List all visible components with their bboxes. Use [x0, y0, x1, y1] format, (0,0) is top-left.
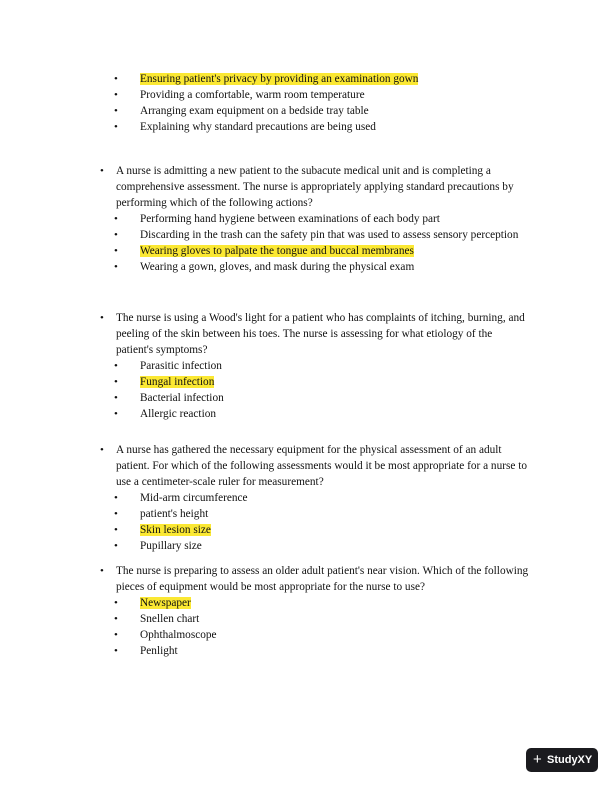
bullet-icon: •	[100, 444, 104, 456]
bullet-icon: •	[114, 261, 118, 273]
question-text: A nurse is admitting a new patient to the subacute medical unit and is completing a comprehensive assessment. The nurse is appropriately applying standard precautions by performing which of the following actions?	[116, 165, 514, 209]
option-list	[100, 71, 530, 135]
option-item	[100, 406, 530, 422]
bullet-icon: •	[114, 540, 118, 552]
option-text-correct: Fungal infection	[140, 376, 215, 388]
option-item	[100, 522, 530, 538]
option-item	[100, 643, 530, 659]
bullet-icon: •	[114, 508, 118, 520]
option-text: Arranging exam equipment on a bedside tray table	[140, 105, 369, 117]
option-item	[100, 227, 530, 243]
option-text: Pupillary size	[140, 540, 202, 552]
option-text: Snellen chart	[140, 613, 200, 625]
question-stem	[100, 563, 530, 595]
option-text: Ophthalmoscope	[140, 629, 217, 641]
question-text: The nurse is using a Wood's light for a patient who has complaints of itching, burning, and peeling of the skin between his toes. The nurse is assessing for what etiology of the patient's symptoms?	[116, 312, 525, 356]
option-item	[100, 259, 530, 275]
bullet-icon: •	[114, 376, 118, 388]
option-text: Wearing a gown, gloves, and mask during the physical exam	[140, 261, 415, 273]
bullet-icon: •	[114, 89, 118, 101]
option-item	[100, 506, 530, 522]
option-item	[100, 211, 530, 227]
option-item	[100, 390, 530, 406]
option-text: Mid-arm circumference	[140, 492, 248, 504]
bullet-icon: •	[114, 245, 118, 257]
question-block	[100, 442, 530, 554]
bullet-icon: •	[114, 613, 118, 625]
bullet-icon: •	[100, 312, 104, 324]
bullet-icon: •	[114, 408, 118, 420]
bullet-icon: •	[114, 392, 118, 404]
option-item	[100, 374, 530, 390]
option-text-correct: Newspaper	[140, 597, 191, 609]
bullet-icon: •	[114, 645, 118, 657]
option-item	[100, 627, 530, 643]
option-text: Allergic reaction	[140, 408, 217, 420]
studyxy-badge[interactable]	[526, 748, 598, 772]
option-item	[100, 103, 530, 119]
question-text: The nurse is preparing to assess an older adult patient's near vision. Which of the following pieces of equipment would be most appropriate for the nurse to use?	[116, 565, 529, 593]
option-item	[100, 358, 530, 374]
option-text: Discarding in the trash can the safety pin that was used to assess sensory perception	[140, 229, 519, 241]
option-item	[100, 71, 530, 87]
bullet-icon: •	[114, 524, 118, 536]
bullet-icon: •	[114, 229, 118, 241]
bullet-icon: •	[114, 360, 118, 372]
bullet-icon: •	[114, 73, 118, 85]
question-stem	[100, 163, 530, 211]
bullet-icon: •	[114, 105, 118, 117]
option-item	[100, 243, 530, 259]
option-text-correct: Ensuring patient's privacy by providing an examination gown	[140, 73, 419, 85]
question-block	[100, 310, 530, 422]
bullet-icon: •	[100, 165, 104, 177]
brand-name: StudyXY	[547, 754, 593, 766]
option-list	[100, 490, 530, 554]
option-list	[100, 358, 530, 422]
option-item	[100, 490, 530, 506]
option-item	[100, 595, 530, 611]
question-block	[100, 563, 530, 659]
bullet-icon: •	[114, 492, 118, 504]
question-stem	[100, 442, 530, 490]
plus-icon: +	[533, 751, 542, 768]
option-list	[100, 595, 530, 659]
option-item	[100, 611, 530, 627]
option-text-correct: Skin lesion size	[140, 524, 211, 536]
option-text-correct: Wearing gloves to palpate the tongue and buccal membranes	[140, 245, 414, 257]
option-item	[100, 119, 530, 135]
option-item	[100, 87, 530, 103]
bullet-icon: •	[114, 597, 118, 609]
bullet-icon: •	[114, 629, 118, 641]
option-text: Penlight	[140, 645, 178, 657]
option-text: Providing a comfortable, warm room temperature	[140, 89, 365, 101]
option-list	[100, 211, 530, 275]
question-block	[100, 163, 530, 275]
option-text: patient's height	[140, 508, 209, 520]
partial-question	[100, 71, 530, 135]
option-text: Parasitic infection	[140, 360, 222, 372]
option-text: Bacterial infection	[140, 392, 224, 404]
option-text: Explaining why standard precautions are being used	[140, 121, 376, 133]
option-item	[100, 538, 530, 554]
question-stem	[100, 310, 530, 358]
question-text: A nurse has gathered the necessary equipment for the physical assessment of an adult patient. For which of the following assessments would it be most appropriate for a nurse to use a centimeter-scale ruler for measurement?	[116, 444, 528, 488]
bullet-icon: •	[100, 565, 104, 577]
option-text: Performing hand hygiene between examinations of each body part	[140, 213, 440, 225]
bullet-icon: •	[114, 213, 118, 225]
bullet-icon: •	[114, 121, 118, 133]
